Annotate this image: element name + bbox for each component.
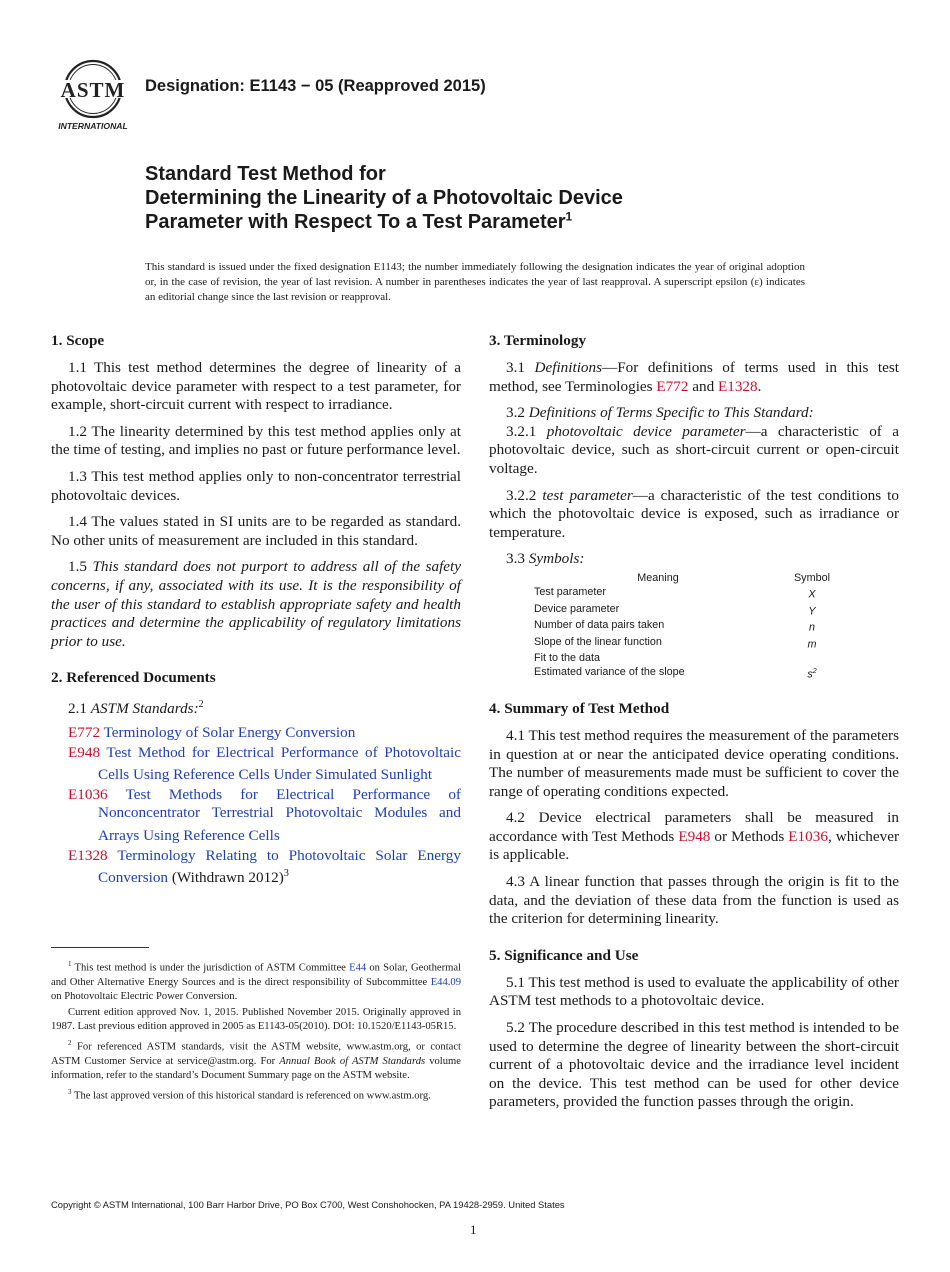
astm-logo-mark <box>50 55 136 133</box>
paragraph-3-3: 3.3 Symbols: <box>506 550 585 568</box>
logo-letters: ASTM <box>60 78 126 102</box>
title-line-1: Standard Test Method for <box>145 163 386 185</box>
copyright-notice: Copyright © ASTM International, 100 Barr Harbor Drive, PO Box C700, West Conshohocken, PA 19428-2959. United States <box>51 1199 565 1210</box>
symbols-table-row <box>534 585 842 602</box>
reference-title-link[interactable]: Test Methods for Electrical Performance of Nonconcentrator Terrestrial Photovoltaic Modules and Arrays Using Reference Cells <box>98 785 461 845</box>
paragraph-5-1: 5.1 This test method is used to evaluate the applicability of other ASTM test methods to a photovoltaic device. <box>489 973 899 1010</box>
symbol-value: Y <box>808 605 816 618</box>
link-e1036[interactable]: E1036 <box>788 827 828 845</box>
symbol-meaning: Test parameter <box>534 585 607 598</box>
symbol-meaning: Device parameter <box>534 602 620 615</box>
symbols-table-row <box>534 618 842 635</box>
section-heading-referenced-documents: 2. Referenced Documents <box>51 669 216 687</box>
link-e44[interactable]: E44 <box>349 962 367 974</box>
paragraph-4-1: 4.1 This test method requires the measurement of the parameters in question at or near the anticipated device operating conditions. The number of measurements made must be sufficient to cover the range of operating conditions expected. <box>489 726 899 800</box>
symbol-meaning: Slope of the linear function <box>534 635 662 648</box>
section-heading-summary: 4. Summary of Test Method <box>489 699 670 717</box>
reference-item <box>68 744 461 785</box>
section-heading-terminology: 3. Terminology <box>489 332 587 349</box>
symbol-value: X <box>808 588 816 601</box>
symbol-value: $s^2$ <box>807 668 817 681</box>
symbol-value <box>782 651 842 665</box>
header-meaning: Meaning <box>637 571 679 584</box>
symbols-table-row <box>534 602 842 619</box>
title-footnote-mark[interactable]: 1 <box>565 209 573 224</box>
reference-note: (Withdrawn 2012) <box>168 869 284 887</box>
page-number: 1 <box>470 1222 477 1237</box>
footnote-divider <box>51 947 149 948</box>
reference-code-link[interactable]: E772 <box>68 724 101 742</box>
reference-title-link[interactable]: Test Method for Electrical Performance of Photovoltaic Cells Using Reference Cells Under Simulated Sunlight <box>98 743 461 784</box>
symbol-value: m <box>807 638 817 651</box>
symbols-table-header <box>534 571 842 585</box>
reference-code-link[interactable]: E1328 <box>68 846 108 864</box>
symbol-meaning: Estimated variance of the slope <box>534 666 685 679</box>
symbols-table-row <box>534 651 842 665</box>
symbol-meaning: Number of data pairs taken <box>534 619 665 632</box>
link-e1328[interactable]: E1328 <box>717 377 758 395</box>
reference-title-link[interactable]: Terminology Relating to Photovoltaic Solar Energy Conversion <box>98 846 461 887</box>
reference-code-link[interactable]: E948 <box>68 743 101 761</box>
reference-code-link[interactable]: E1036 <box>68 785 108 803</box>
symbols-table-row <box>534 635 842 652</box>
link-e772[interactable]: E772 <box>656 377 689 395</box>
reference-item <box>68 786 461 846</box>
paragraph-1-3: 1.3 This test method applies only to non-concentrator terrestrial photovoltaic devices. <box>51 467 461 504</box>
symbols-table <box>534 571 842 682</box>
link-e44-09[interactable]: E44.09 <box>430 976 461 988</box>
paragraph-1-4: 1.4 The values stated in SI units are to be regarded as standard. No other units of measurement are included in this standard. <box>51 513 461 549</box>
symbol-value: n <box>808 621 815 634</box>
footnote-3: $^3$ The last approved version of this historical standard is referenced on www.astm.org. <box>68 1087 431 1102</box>
title-line-2: Determining the Linearity of a Photovoltaic Device <box>145 187 623 209</box>
reference-title-link[interactable]: Terminology of Solar Energy Conversion <box>103 724 356 742</box>
logo-subtitle: INTERNATIONAL <box>58 121 128 131</box>
paragraph-4-3: 4.3 A linear function that passes through the origin is fit to the data, and the deviation of these data from the function is used as the criterion for determining linearity. <box>489 873 899 928</box>
reference-footnote-mark[interactable]: 3 <box>283 868 289 880</box>
section-heading-significance: 5. Significance and Use <box>489 946 639 964</box>
designation: Designation: E1143 − 05 (Reapproved 2015) <box>145 77 486 95</box>
section-heading-scope: 1. Scope <box>51 332 105 349</box>
paragraph-3-2: 3.2 Definitions of Terms Specific to This Standard: <box>506 404 814 422</box>
link-e948[interactable]: E948 <box>678 827 711 845</box>
paragraph-3-2-2: 3.2.2 test parameter—a characteristic of the test conditions to which the photovoltaic device is exposed, such as irradiance or temperature. <box>489 486 899 541</box>
document-title <box>145 162 623 234</box>
astm-logo <box>50 55 136 133</box>
symbols-table-row <box>534 665 842 682</box>
paragraph-3-1: 3.1 Definitions—For definitions of terms used in this test method, see Terminologies E772 and E1328. <box>489 359 900 395</box>
paragraph-3-2-1: 3.2.1 photovoltaic device parameter—a characteristic of a photovoltaic device, such as short-circuit current or open-circuit voltage. <box>489 422 899 477</box>
right-column <box>489 332 899 1120</box>
footnote-1: $^1$ This test method is under the jurisdiction of ASTM Committee E44 on Solar, Geothermal and Other Alternative Energy Sources and is the direct responsibility of Subcommittee E44.09 on Photovoltaic Electric Power Conversion. <box>51 960 461 1002</box>
reference-item <box>68 847 461 888</box>
paragraph-4-2: 4.2 Device electrical parameters shall be measured in accordance with Test Methods E948 or Methods E1036, whichever is applicable. <box>489 809 900 864</box>
left-column <box>51 332 461 889</box>
paragraph-1-5: 1.5 This standard does not purport to address all of the safety concerns, if any, associated with its use. It is the responsibility of the user of this standard to establish appropriate safety and health practices and determine the applicability of regulatory limitations prior to use. <box>51 558 462 650</box>
footnote-1-edition: Current edition approved Nov. 1, 2015. Published November 2015. Originally approved in 1987. Last previous edition approved in 2005 as E1143-05(2010). DOI: 10.1520/E1143-05R15. <box>51 1006 461 1032</box>
reference-list <box>51 720 461 888</box>
footnotes <box>51 957 461 1105</box>
paragraph-2-1: 2.1 ASTM Standards:$^2$ <box>68 699 204 718</box>
symbol-meaning: Fit to the data <box>534 652 601 665</box>
reference-item <box>68 720 461 743</box>
issuance-notice: This standard is issued under the fixed designation E1143; the number immediately following the designation indicates the year of original adoption or, in the case of revision, the year of last revision. A number in parentheses indicates the year of last reapproval. A superscript epsilon (ε) indicates an editorial change since the last revision or reapproval. <box>145 261 805 303</box>
header-symbol: Symbol <box>793 571 830 584</box>
paragraph-1-1: 1.1 This test method determines the degree of linearity of a photovoltaic device parameter with respect to a test parameter, for example, short-circuit current with respect to irradiance. <box>51 359 461 414</box>
footnote-2: $^2$ For referenced ASTM standards, visit the ASTM website, www.astm.org, or contact ASTM Customer Service at service@astm.org. For Annual Book of ASTM Standards volume information, refer to the standard’s Document Summary page on the ASTM website. <box>51 1039 461 1081</box>
title-line-3: Parameter with Respect To a Test Parameter$^1$ <box>145 209 573 233</box>
paragraph-1-2: 1.2 The linearity determined by this test method applies only at the time of testing, and implies no past or future performance level. <box>51 422 461 459</box>
paragraph-5-2: 5.2 The procedure described in this test method is intended to be used to determine the degree of linearity between the short-circuit current of a photovoltaic device and the irradiance level incident on the device. This test method can be used for other device parameters, provided the function passes through the origin. <box>489 1019 899 1111</box>
